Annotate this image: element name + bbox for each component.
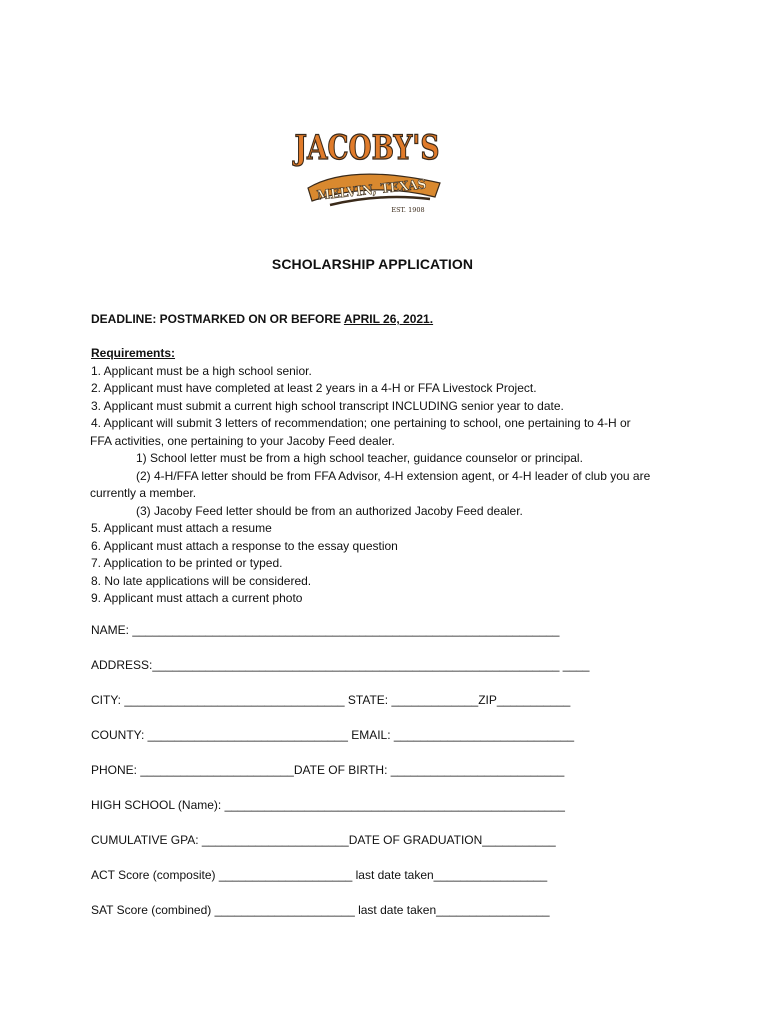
name-field[interactable]: NAME: ________________________________________________________________ [91,623,560,637]
high-school-field[interactable]: HIGH SCHOOL (Name): ___________________________________________________ [91,798,565,812]
requirement-subitem: (2) 4-H/FFA letter should be from FFA Advisor, 4-H extension agent, or 4-H leader of club you are [136,468,651,483]
requirements-heading: Requirements: [91,346,176,360]
requirements-section [91,345,691,608]
address-field[interactable]: ADDRESS:_____________________________________________________________ ____ [91,658,590,672]
logo-location: MELVIN, TEXAS [316,176,434,204]
deadline-date: APRIL 26, 2021. [343,312,434,326]
requirement-item: 1. Applicant must be a high school senior. [91,363,312,378]
sat-score-field[interactable]: SAT Score (combined) _____________________ last date taken_________________ [91,903,550,917]
requirement-item: 4. Applicant will submit 3 letters of recommendation; one pertaining to school, one pertaining to 4-H or [91,416,631,430]
jacobys-logo [290,93,445,231]
gpa-graduation-field[interactable]: CUMULATIVE GPA: ______________________DATE OF GRADUATION___________ [91,833,556,847]
requirement-item-continued: FFA activities, one pertaining to your Jacoby Feed dealer. [90,433,395,448]
requirement-item: 8. No late applications will be considered. [91,573,312,588]
phone-dob-field[interactable]: PHONE: _______________________DATE OF BIRTH: __________________________ [91,763,565,777]
requirement-item: 7. Application to be printed or typed. [91,556,283,570]
requirement-subitem: (3) Jacoby Feed letter should be from an authorized Jacoby Feed dealer. [136,503,523,518]
requirement-item: 9. Applicant must attach a current photo [91,591,303,605]
city-state-zip-field[interactable]: CITY: _________________________________ STATE: _____________ZIP___________ [91,693,571,707]
requirement-item: 5. Applicant must attach a resume [91,521,272,535]
act-score-field[interactable]: ACT Score (composite) ____________________ last date taken_________________ [91,868,548,882]
requirement-item: 2. Applicant must have completed at least 2 years in a 4-H or FFA Livestock Project. [91,381,537,395]
requirement-item: 6. Applicant must attach a response to the essay question [91,538,398,553]
page-title: SCHOLARSHIP APPLICATION [271,256,474,272]
deadline-label: DEADLINE: POSTMARKED ON OR BEFORE [91,312,344,326]
deadline-line [91,312,433,326]
logo-est: EST. 1908 [391,206,425,214]
county-email-field[interactable]: COUNTY: ______________________________ EMAIL: ___________________________ [91,728,575,742]
logo-name: JACOBY'S [292,128,440,168]
requirement-item: 3. Applicant must submit a current high school transcript INCLUDING senior year to date. [91,398,564,413]
requirement-subitem-continued: currently a member. [90,486,197,500]
requirement-subitem: 1) School letter must be from a high school teacher, guidance counselor or principal. [136,451,583,465]
